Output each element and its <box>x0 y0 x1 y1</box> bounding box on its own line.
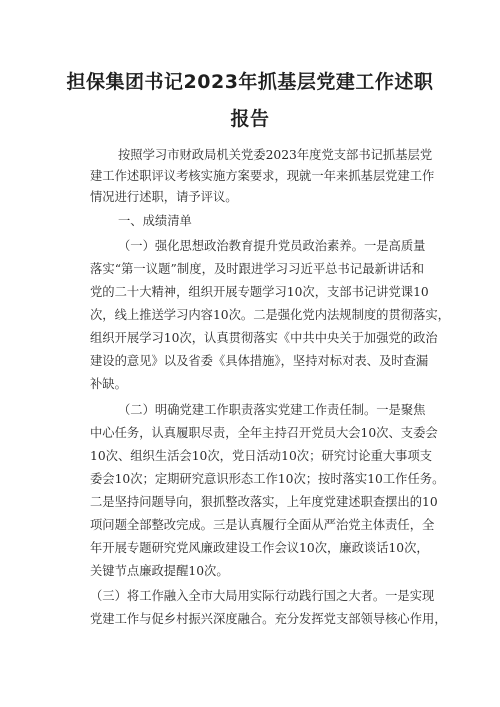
paragraph-line: 党建工作与促乡村振兴深度融合。充分发挥党支部领导核心作用， <box>90 612 447 626</box>
paragraph-line: （二）明确党建工作职责落实党建工作责任制。一是聚焦 <box>118 403 426 417</box>
document-title-line-2: 报告 <box>230 108 270 130</box>
paragraph-line: 项问题全部整改完成。三是认真履行全面从严治党主体责任，全 <box>90 518 435 532</box>
paragraph-line: 情况进行述职，请予评议。 <box>90 190 238 204</box>
paragraph-line: 建设的意见》以及省委《具体措施》，坚持对标对表、及时查漏 <box>90 354 429 368</box>
paragraph-line: （一）强化思想政治教育提升党员政治素养。一是高质量 <box>118 239 426 253</box>
paragraph-line: 二是坚持问题导向，狠抓整改落实，上年度党建述职查摆出的10 <box>90 495 438 509</box>
paragraph-line: 组织开展学习10次，认真贯彻落实《中共中央关于加强党的政治 <box>90 331 438 345</box>
paragraph-line: 中心任务，认真履职尽责，全年主持召开党员大会10次、支委会 <box>90 426 438 440</box>
paragraph-line: 10次、组织生活会10次，党日活动10次；研究讨论重大事项支 <box>90 449 433 463</box>
paragraph-line: 补缺。 <box>90 377 127 391</box>
paragraph-line: 委会10次；定期研究意识形态工作10次；按时落实10工作任务。 <box>90 472 445 486</box>
paragraph-line: （三）将工作融入全市大局用实际行动践行国之大者。一是实现 <box>90 589 435 603</box>
paragraph-line: 建工作述职评议考核实施方案要求，现就一年来抓基层党建工作 <box>90 169 435 183</box>
paragraph-line: 次，线上推送学习内容10次。二是强化党内法规制度的贯彻落实， <box>90 308 450 322</box>
paragraph-line: 关键节点廉政提醒10次。 <box>90 564 229 578</box>
paragraph-line: 党的二十大精神，组织开展专题学习10次，支部书记讲党课10 <box>90 285 429 299</box>
document-title-line-1: 担保集团书记2023年抓基层党建工作述职 <box>66 71 434 93</box>
paragraph-line: 落实“第一议题”制度，及时跟进学习习近平总书记最新讲话和 <box>90 262 424 276</box>
paragraph-line: 年开展专题研究党风廉政建设工作会议10次，廉政谈话10次， <box>90 541 429 555</box>
section-heading: 一、成绩清单 <box>118 214 192 228</box>
paragraph-line: 按照学习市财政局机关党委2023年度党支部书记抓基层党 <box>118 148 433 162</box>
